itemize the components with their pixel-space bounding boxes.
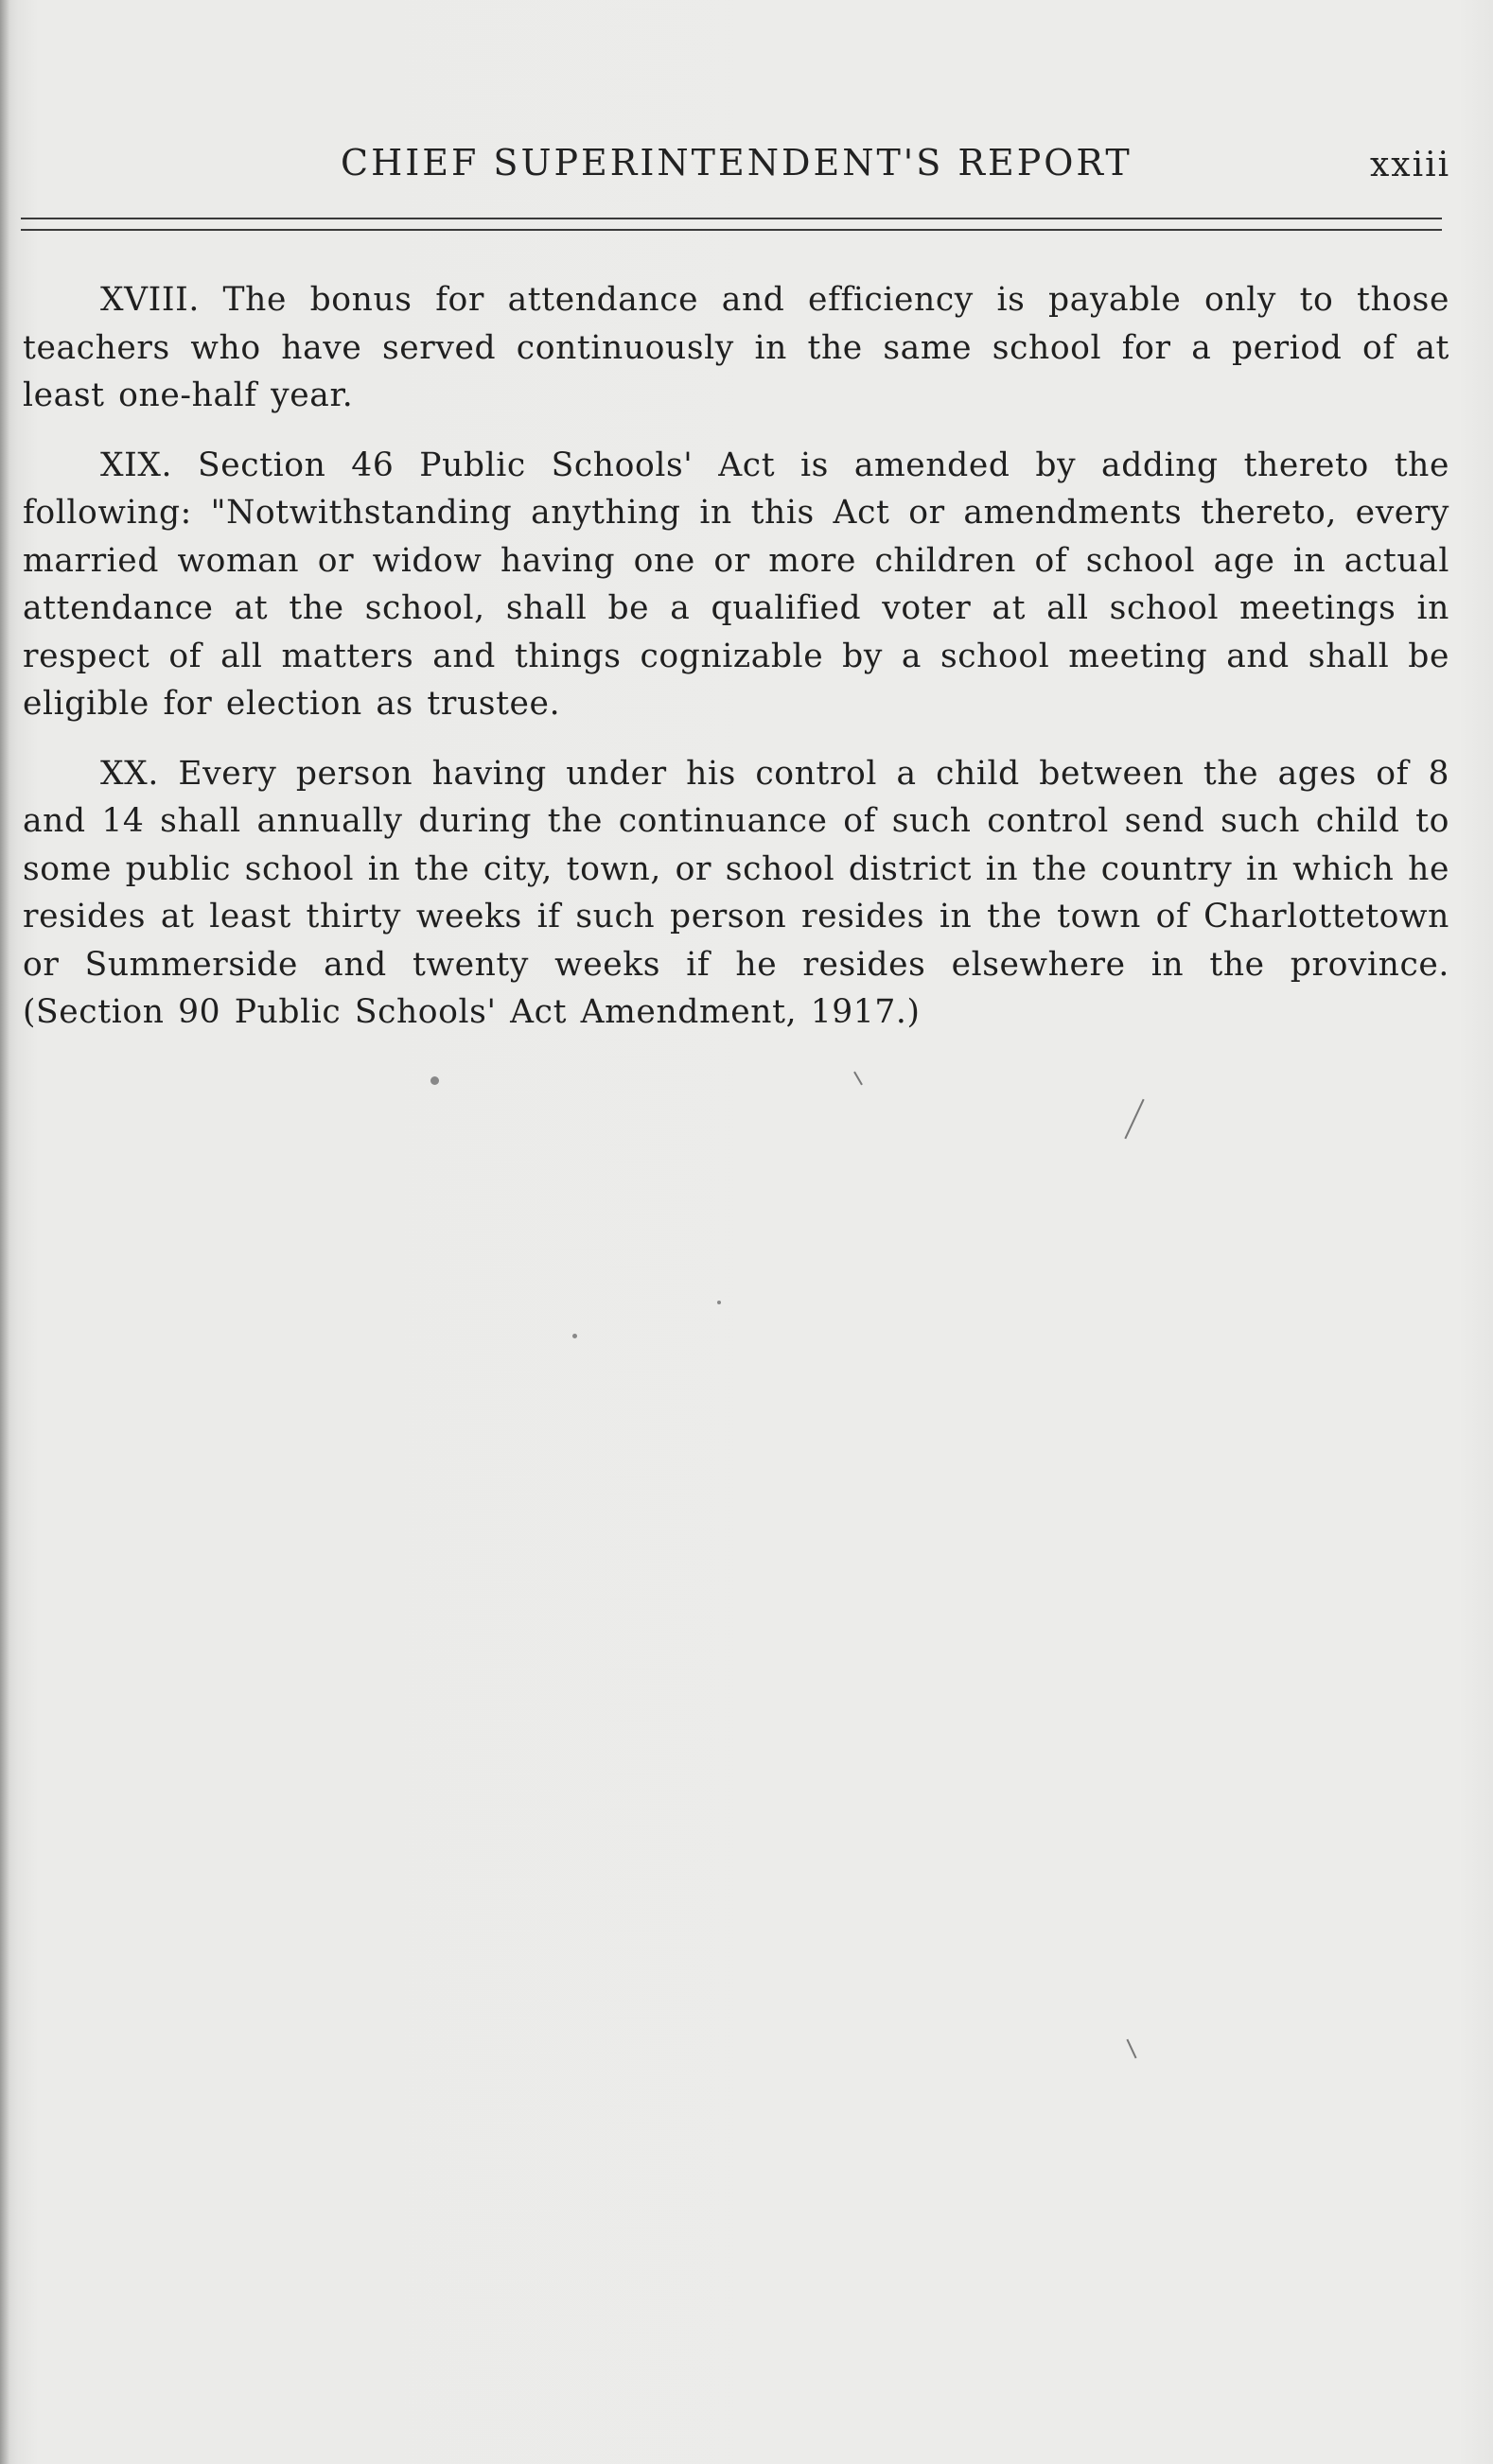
page-binding-edge — [0, 0, 9, 2464]
paragraph-xviii: XVIII. The bonus for attendance and efficiency is payable only to those teachers who have served continuously in the same school for a period of at least one-half year. — [23, 281, 1449, 414]
scan-scratch — [1124, 1099, 1144, 1140]
scan-speck — [572, 1334, 577, 1338]
running-title: CHIEF SUPERINTENDENT'S REPORT — [341, 142, 1133, 183]
scan-speck — [717, 1301, 721, 1304]
paragraph-xix: XIX. Section 46 Public Schools' Act is amended by adding thereto the following: "Notwithstanding anything in this Act or amendments thereto, every married woman or widow having one or more children of school age in actual attendance at the school, shall be a qualified voter at all school meetings in respect of all matters and things cognizable by a school meeting and shall be eligible for election as trustee. — [23, 446, 1449, 723]
body-text — [23, 276, 1449, 1058]
scan-scratch — [1126, 2039, 1136, 2059]
scan-speck — [430, 1076, 439, 1085]
scan-scratch — [853, 1072, 863, 1086]
header-rule-bottom — [21, 229, 1442, 231]
page-header — [0, 142, 1493, 199]
header-rule-top — [21, 218, 1442, 219]
paragraph-xx: XX. Every person having under his control a child between the ages of 8 and 14 shall annually during the continuance of such control send such child to some public school in the city, town, or school district in the country in which he resides at least thirty weeks if such person resides in the town of Charlottetown or Summerside and twenty weeks if he resides elsewhere in the province. (Section 90 Public Schools' Act Amendment, 1917.) — [23, 754, 1449, 1031]
page-number: xxiii — [1370, 146, 1451, 184]
